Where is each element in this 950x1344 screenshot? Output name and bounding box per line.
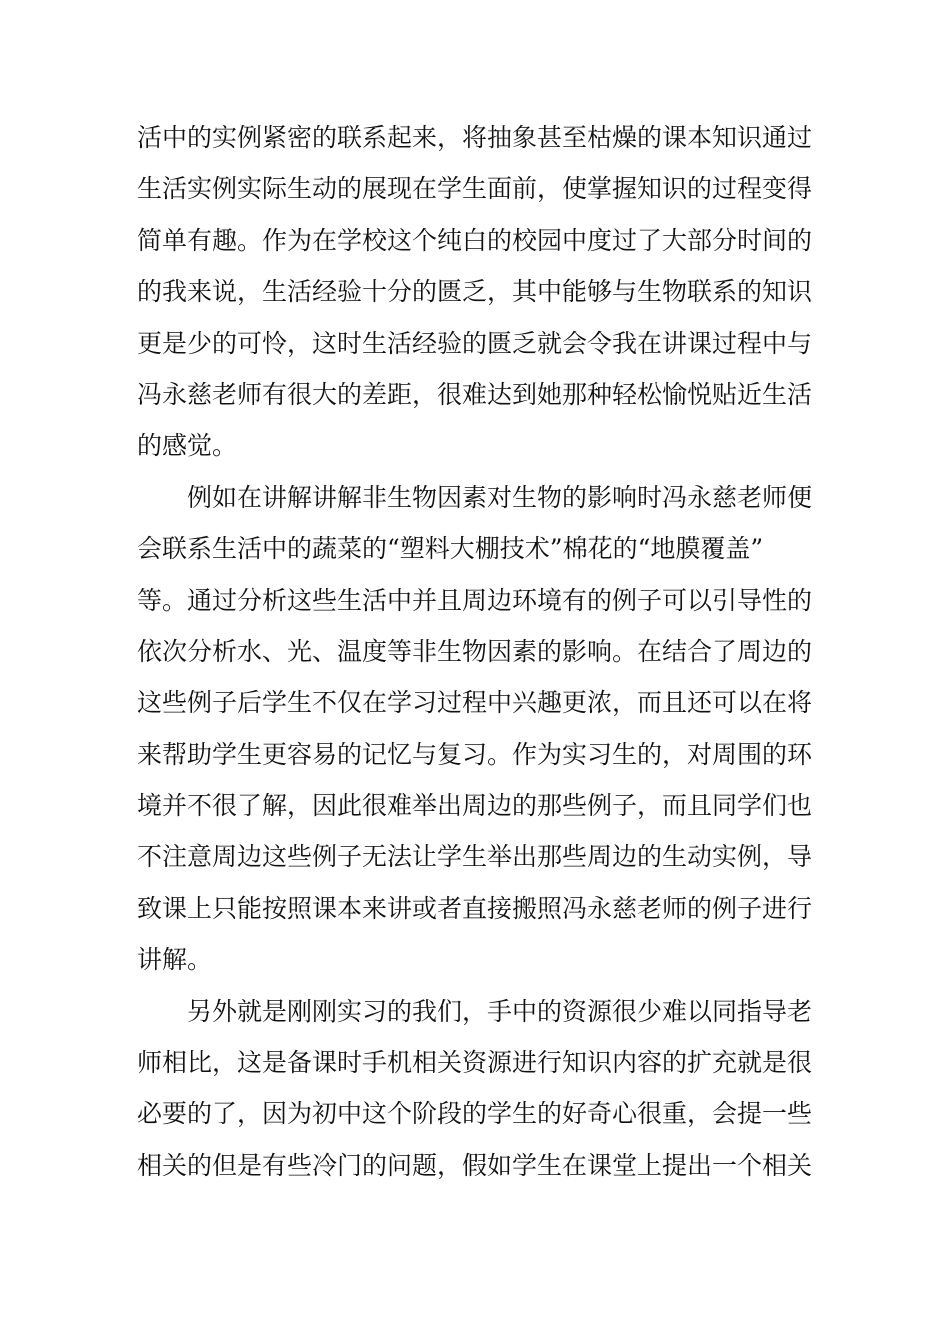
text-line: 生活实例实际生动的展现在学生面前，使掌握知识的过程变得 [137,174,813,204]
text-line: 师相比，这是备课时手机相关资源进行知识内容的扩充就是很 [137,1048,813,1078]
text-line: 相关的但是有些冷门的问题，假如学生在课堂上提出一个相关 [137,1150,813,1180]
text-line: 冯永慈老师有很大的差距，很难达到她那种轻松愉悦贴近生活 [137,379,813,409]
text-line: 不注意周边这些例子无法让学生举出那些周边的生动实例，导 [137,842,813,872]
body-text [137,112,837,1191]
text-line: 依次分析水、光、温度等非生物因素的影响。在结合了周边的 [137,636,813,666]
text-line: 会联系生活中的蔬菜的“塑料大棚技术”棉花的“地膜覆盖” [137,534,764,564]
text-line: 来帮助学生更容易的记忆与复习。作为实习生的，对周围的环 [137,739,813,769]
text-line: 的我来说，生活经验十分的匮乏，其中能够与生物联系的知识 [137,277,813,307]
text-line: 讲解。 [137,945,213,975]
text-line: 简单有趣。作为在学校这个纯白的校园中度过了大部分时间的 [137,225,813,255]
text-line: 活中的实例紧密的联系起来，将抽象甚至枯燥的课本知识通过 [137,123,813,152]
text-line: 更是少的可怜，这时生活经验的匮乏就会令我在讲课过程中与 [137,328,813,358]
text-line: 致课上只能按照课本来讲或者直接搬照冯永慈老师的例子进行 [137,893,813,923]
paragraph-first-line: 例如在讲解讲解非生物因素对生物的影响时冯永慈老师便 [187,482,813,512]
paragraph-first-line: 另外就是刚刚实习的我们，手中的资源很少难以同指导老 [187,996,813,1026]
text-line: 必要的了，因为初中这个阶段的学生的好奇心很重，会提一些 [137,1099,813,1129]
text-line: 这些例子后学生不仅在学习过程中兴趣更浓，而且还可以在将 [137,688,813,718]
text-line: 等。通过分析这些生活中并且周边环境有的例子可以引导性的 [137,585,813,615]
text-line: 的感觉。 [137,431,238,461]
text-line: 境并不很了解，因此很难举出周边的那些例子，而且同学们也 [137,791,813,821]
